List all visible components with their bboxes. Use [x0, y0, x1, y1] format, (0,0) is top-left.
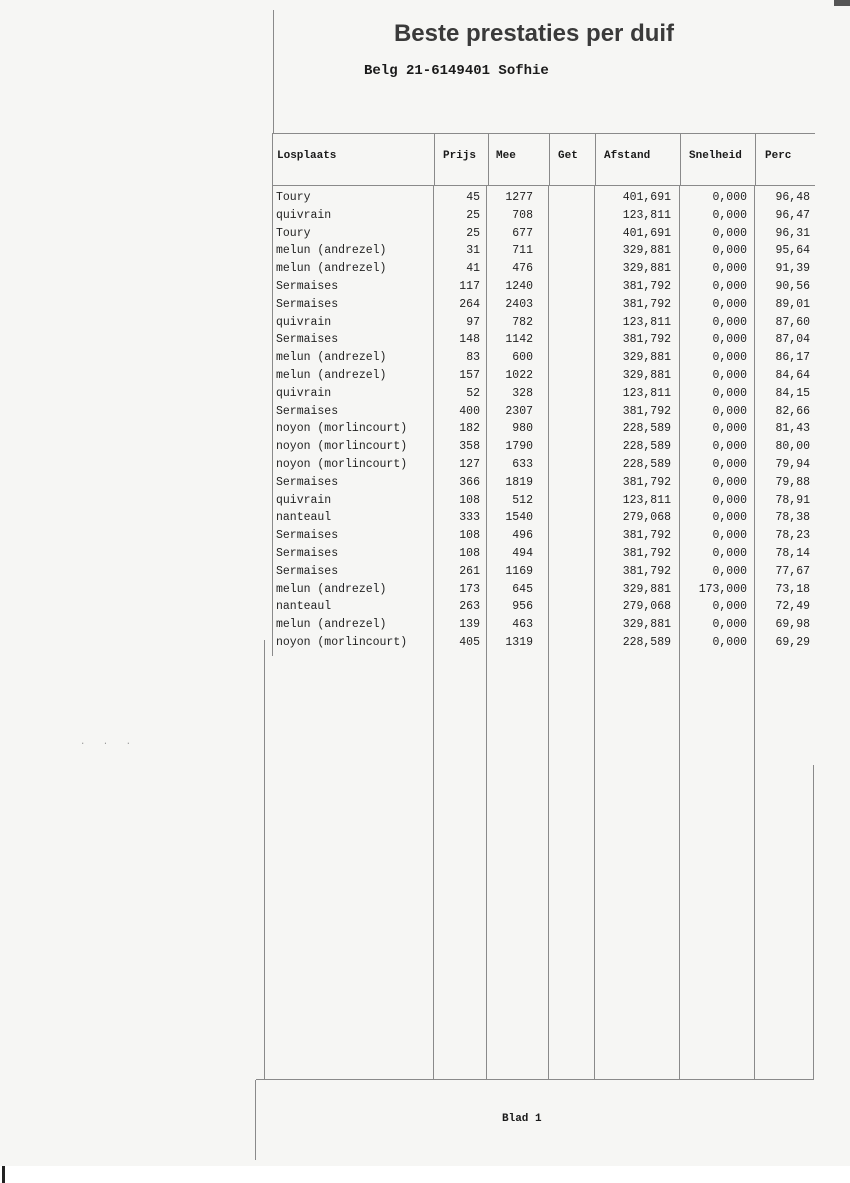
- cell-prijs: 139: [459, 618, 480, 632]
- cell-perc: 82,66: [775, 404, 810, 418]
- cell-snelheid: 0,000: [712, 208, 747, 222]
- cell-prijs: 108: [459, 493, 480, 507]
- cell-mee: 1540: [505, 511, 533, 525]
- cell-afstand: 123,811: [622, 493, 671, 507]
- cell-mee: 1169: [505, 564, 533, 578]
- cell-prijs: 31: [466, 244, 480, 258]
- cell-afstand: 123,811: [622, 208, 671, 222]
- cell-afstand: 228,589: [622, 440, 671, 454]
- cell-snelheid: 0,000: [712, 279, 747, 293]
- cell-losplaats: quivrain: [276, 315, 332, 329]
- cell-mee: 512: [512, 493, 533, 507]
- cell-perc: 95,64: [775, 244, 810, 258]
- column-header-prijs: Prijs: [443, 150, 477, 162]
- cell-losplaats: melun (andrezel): [276, 262, 387, 276]
- cell-mee: 782: [512, 315, 533, 329]
- cell-prijs: 173: [459, 582, 480, 596]
- cell-losplaats: nanteaul: [276, 511, 332, 525]
- cell-snelheid: 0,000: [712, 493, 747, 507]
- column-header-mee: Mee: [496, 150, 516, 162]
- cell-afstand: 228,589: [622, 635, 671, 649]
- cell-losplaats: noyon (morlincourt): [276, 457, 408, 471]
- column-divider: [272, 133, 273, 186]
- cell-prijs: 52: [466, 386, 480, 400]
- column-divider: [755, 133, 756, 186]
- cell-prijs: 83: [466, 351, 480, 365]
- table-row: [0, 278, 850, 296]
- cell-perc: 69,29: [775, 635, 810, 649]
- cell-afstand: 381,792: [622, 333, 671, 347]
- cell-snelheid: 0,000: [712, 422, 747, 436]
- table-row: [0, 474, 850, 492]
- cell-snelheid: 0,000: [712, 315, 747, 329]
- cell-perc: 87,60: [775, 315, 810, 329]
- cell-prijs: 182: [459, 422, 480, 436]
- table-row: [0, 438, 850, 456]
- cell-perc: 96,48: [775, 191, 810, 204]
- cell-prijs: 264: [459, 297, 480, 311]
- cell-snelheid: 0,000: [712, 618, 747, 632]
- cell-snelheid: 0,000: [712, 457, 747, 471]
- cell-afstand: 401,691: [622, 226, 671, 240]
- cell-losplaats: Toury: [276, 191, 311, 204]
- cell-afstand: 228,589: [622, 457, 671, 471]
- cell-snelheid: 0,000: [712, 529, 747, 543]
- cell-losplaats: melun (andrezel): [276, 244, 387, 258]
- table-row: [0, 349, 850, 367]
- table-row: [0, 420, 850, 438]
- cell-losplaats: Sermaises: [276, 279, 339, 293]
- cell-mee: 1819: [505, 475, 533, 489]
- cell-mee: 711: [512, 244, 533, 258]
- cell-prijs: 117: [459, 279, 480, 293]
- cell-perc: 84,15: [775, 386, 810, 400]
- cell-perc: 79,88: [775, 475, 810, 489]
- cell-snelheid: 0,000: [712, 635, 747, 649]
- cell-losplaats: melun (andrezel): [276, 368, 387, 382]
- page-number: Blad 1: [502, 1113, 542, 1125]
- table-row: [0, 581, 850, 599]
- cell-mee: 494: [512, 546, 533, 560]
- cell-losplaats: Sermaises: [276, 404, 339, 418]
- cell-afstand: 329,881: [622, 618, 671, 632]
- cell-perc: 78,38: [775, 511, 810, 525]
- scan-mark: [2, 1166, 5, 1183]
- cell-prijs: 405: [459, 635, 480, 649]
- table-row: [0, 260, 850, 278]
- cell-perc: 89,01: [775, 297, 810, 311]
- cell-prijs: 25: [466, 226, 480, 240]
- table-row: [0, 456, 850, 474]
- cell-losplaats: quivrain: [276, 386, 332, 400]
- cell-snelheid: 0,000: [712, 191, 747, 204]
- cell-afstand: 381,792: [622, 404, 671, 418]
- cell-snelheid: 0,000: [712, 564, 747, 578]
- footer-frame-line: [255, 1080, 256, 1160]
- column-divider: [680, 133, 681, 186]
- cell-perc: 77,67: [775, 564, 810, 578]
- cell-afstand: 381,792: [622, 546, 671, 560]
- cell-perc: 78,91: [775, 493, 810, 507]
- cell-snelheid: 0,000: [712, 226, 747, 240]
- cell-snelheid: 173,000: [698, 582, 747, 596]
- cell-mee: 328: [512, 386, 533, 400]
- cell-perc: 81,43: [775, 422, 810, 436]
- table-row: [0, 527, 850, 545]
- cell-prijs: 108: [459, 529, 480, 543]
- cell-afstand: 279,068: [622, 511, 671, 525]
- cell-losplaats: Sermaises: [276, 529, 339, 543]
- cell-afstand: 381,792: [622, 279, 671, 293]
- cell-mee: 708: [512, 208, 533, 222]
- table-row: [0, 403, 850, 421]
- column-divider: [813, 765, 814, 1080]
- cell-mee: 677: [512, 226, 533, 240]
- cell-losplaats: noyon (morlincourt): [276, 635, 408, 649]
- cell-losplaats: quivrain: [276, 493, 332, 507]
- header-top-line: [273, 133, 815, 134]
- table-row: [0, 598, 850, 616]
- cell-snelheid: 0,000: [712, 440, 747, 454]
- table-row: [0, 314, 850, 332]
- cell-prijs: 263: [459, 600, 480, 614]
- cell-losplaats: quivrain: [276, 208, 332, 222]
- cell-afstand: 329,881: [622, 244, 671, 258]
- cell-perc: 84,64: [775, 368, 810, 382]
- cell-perc: 86,17: [775, 351, 810, 365]
- cell-losplaats: melun (andrezel): [276, 618, 387, 632]
- cell-prijs: 148: [459, 333, 480, 347]
- cell-prijs: 25: [466, 208, 480, 222]
- cell-perc: 78,14: [775, 546, 810, 560]
- table-row: [0, 331, 850, 349]
- cell-snelheid: 0,000: [712, 386, 747, 400]
- cell-prijs: 41: [466, 262, 480, 276]
- cell-afstand: 123,811: [622, 315, 671, 329]
- cell-perc: 96,31: [775, 226, 810, 240]
- cell-losplaats: Sermaises: [276, 564, 339, 578]
- cell-afstand: 329,881: [622, 582, 671, 596]
- cell-snelheid: 0,000: [712, 546, 747, 560]
- cell-afstand: 381,792: [622, 297, 671, 311]
- cell-losplaats: Sermaises: [276, 297, 339, 311]
- column-divider: [264, 640, 265, 1080]
- cell-prijs: 108: [459, 546, 480, 560]
- cell-snelheid: 0,000: [712, 368, 747, 382]
- results-table-body: [0, 189, 850, 652]
- cell-mee: 645: [512, 582, 533, 596]
- table-row: [0, 225, 850, 243]
- cell-afstand: 381,792: [622, 529, 671, 543]
- cell-prijs: 97: [466, 315, 480, 329]
- cell-mee: 1277: [505, 191, 533, 204]
- cell-mee: 2403: [505, 297, 533, 311]
- column-divider: [595, 133, 596, 186]
- cell-afstand: 279,068: [622, 600, 671, 614]
- cell-losplaats: Sermaises: [276, 333, 339, 347]
- cell-mee: 2307: [505, 404, 533, 418]
- cell-losplaats: Sermaises: [276, 475, 339, 489]
- cell-mee: 600: [512, 351, 533, 365]
- table-bottom-line: [256, 1079, 814, 1080]
- cell-mee: 1022: [505, 368, 533, 382]
- cell-prijs: 400: [459, 404, 480, 418]
- header-bottom-line: [273, 185, 815, 186]
- cell-mee: 463: [512, 618, 533, 632]
- table-row: [0, 545, 850, 563]
- column-header-afstand: Afstand: [604, 150, 651, 162]
- cell-mee: 633: [512, 457, 533, 471]
- cell-afstand: 329,881: [622, 368, 671, 382]
- scan-edge: [0, 1166, 850, 1183]
- column-header-snelheid: Snelheid: [689, 150, 742, 162]
- table-row: [0, 207, 850, 225]
- column-header-get: Get: [558, 150, 578, 162]
- cell-snelheid: 0,000: [712, 297, 747, 311]
- cell-snelheid: 0,000: [712, 475, 747, 489]
- cell-afstand: 228,589: [622, 422, 671, 436]
- cell-perc: 87,04: [775, 333, 810, 347]
- cell-prijs: 157: [459, 368, 480, 382]
- cell-perc: 79,94: [775, 457, 810, 471]
- column-divider: [488, 133, 489, 186]
- cell-losplaats: melun (andrezel): [276, 582, 387, 596]
- cell-snelheid: 0,000: [712, 511, 747, 525]
- table-row: [0, 563, 850, 581]
- cell-mee: 1240: [505, 279, 533, 293]
- scan-mark: [834, 0, 850, 6]
- cell-afstand: 381,792: [622, 475, 671, 489]
- cell-prijs: 45: [466, 191, 480, 204]
- cell-mee: 1142: [505, 333, 533, 347]
- cell-snelheid: 0,000: [712, 333, 747, 347]
- cell-perc: 90,56: [775, 279, 810, 293]
- table-row: [0, 367, 850, 385]
- cell-mee: 1790: [505, 440, 533, 454]
- cell-perc: 73,18: [775, 582, 810, 596]
- column-divider: [434, 133, 435, 186]
- column-header-perc: Perc: [765, 150, 792, 162]
- column-divider: [549, 133, 550, 186]
- cell-losplaats: noyon (morlincourt): [276, 422, 408, 436]
- cell-prijs: 261: [459, 564, 480, 578]
- cell-perc: 96,47: [775, 208, 810, 222]
- cell-mee: 496: [512, 529, 533, 543]
- cell-afstand: 329,881: [622, 351, 671, 365]
- table-row: [0, 634, 850, 652]
- table-row: [0, 385, 850, 403]
- cell-snelheid: 0,000: [712, 600, 747, 614]
- table-row: [0, 296, 850, 314]
- cell-losplaats: Sermaises: [276, 546, 339, 560]
- column-header-losplaats: Losplaats: [277, 150, 337, 162]
- table-row: [0, 492, 850, 510]
- cell-afstand: 401,691: [622, 191, 671, 204]
- cell-prijs: 358: [459, 440, 480, 454]
- cell-snelheid: 0,000: [712, 404, 747, 418]
- cell-losplaats: Toury: [276, 226, 311, 240]
- cell-prijs: 127: [459, 457, 480, 471]
- scan-speckles: . . .: [80, 737, 138, 747]
- cell-prijs: 366: [459, 475, 480, 489]
- table-row: [0, 616, 850, 634]
- cell-mee: 476: [512, 262, 533, 276]
- cell-afstand: 381,792: [622, 564, 671, 578]
- cell-mee: 980: [512, 422, 533, 436]
- cell-losplaats: melun (andrezel): [276, 351, 387, 365]
- cell-perc: 72,49: [775, 600, 810, 614]
- table-row: [0, 242, 850, 260]
- cell-perc: 80,00: [775, 440, 810, 454]
- table-row: [0, 509, 850, 527]
- cell-afstand: 329,881: [622, 262, 671, 276]
- cell-losplaats: noyon (morlincourt): [276, 440, 408, 454]
- cell-snelheid: 0,000: [712, 351, 747, 365]
- cell-perc: 78,23: [775, 529, 810, 543]
- cell-mee: 1319: [505, 635, 533, 649]
- cell-afstand: 123,811: [622, 386, 671, 400]
- cell-perc: 91,39: [775, 262, 810, 276]
- cell-perc: 69,98: [775, 618, 810, 632]
- cell-losplaats: nanteaul: [276, 600, 332, 614]
- table-row: [0, 189, 850, 207]
- cell-snelheid: 0,000: [712, 262, 747, 276]
- pigeon-identifier: Belg 21-6149401 Sofhie: [364, 63, 549, 79]
- cell-prijs: 333: [459, 511, 480, 525]
- cell-mee: 956: [512, 600, 533, 614]
- cell-snelheid: 0,000: [712, 244, 747, 258]
- report-title: Beste prestaties per duif: [393, 20, 675, 47]
